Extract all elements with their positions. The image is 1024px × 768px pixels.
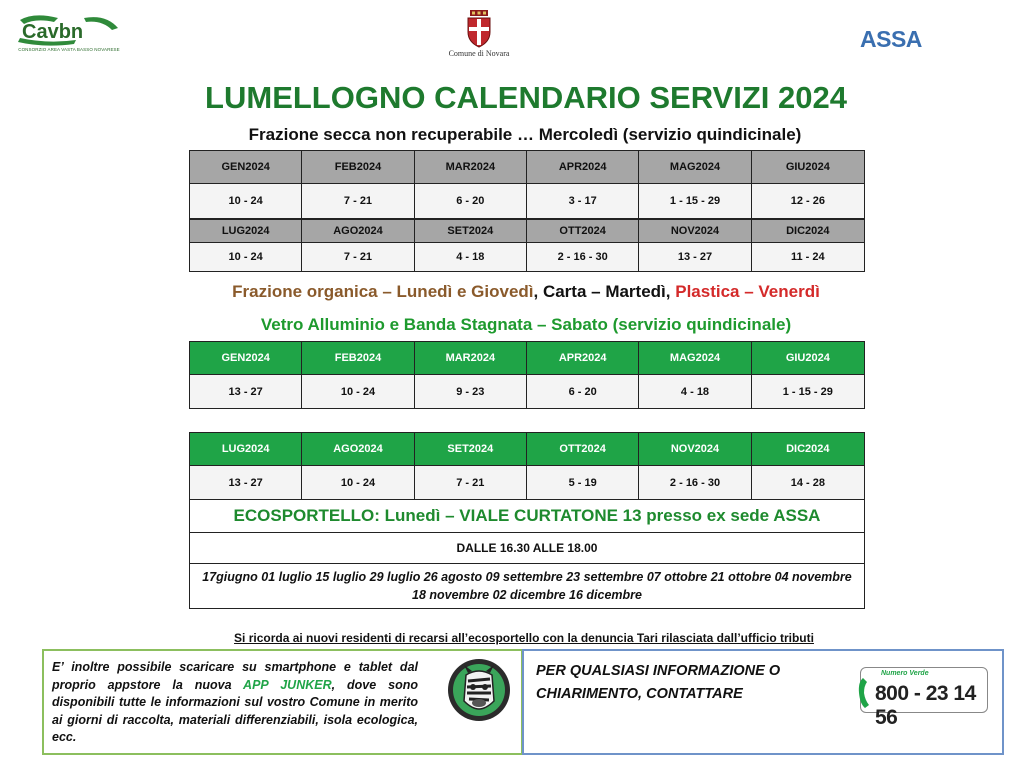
collection-days: 2 - 16 - 30 [527, 243, 639, 271]
month-header: LUG2024 [190, 433, 302, 466]
month-header: OTT2024 [527, 220, 639, 243]
secca-table-first-half [189, 150, 865, 219]
junker-zebra-icon [446, 657, 512, 723]
month-header: SET2024 [415, 220, 527, 243]
collection-days: 3 - 17 [527, 184, 639, 218]
collection-days: 10 - 24 [302, 375, 414, 408]
carta-schedule: Carta – Martedì [542, 282, 666, 301]
collection-days: 12 - 26 [752, 184, 864, 218]
month-header: GIU2024 [752, 342, 864, 375]
collection-days: 4 - 18 [639, 375, 751, 408]
month-header: AGO2024 [302, 220, 414, 243]
collection-days: 10 - 24 [190, 243, 302, 271]
novara-caption: Comune di Novara [448, 49, 510, 58]
collection-days: 10 - 24 [190, 184, 302, 218]
month-header: FEB2024 [302, 151, 414, 184]
app-junker-text [52, 659, 418, 747]
ecosportello-box [189, 500, 865, 609]
app-text-before: E’ inoltre possibile scaricare su smartphone e tablet dal proprio appstore la nuova [52, 660, 418, 692]
month-header: GEN2024 [190, 151, 302, 184]
collection-days: 7 - 21 [302, 243, 414, 271]
collection-days: 9 - 23 [415, 375, 527, 408]
cavbn-logo-mark [14, 14, 124, 46]
plastica-schedule: Plastica – Venerdì [675, 282, 820, 301]
collection-days: 4 - 18 [415, 243, 527, 271]
month-header: SET2024 [415, 433, 527, 466]
month-header: NOV2024 [639, 220, 751, 243]
separator: , [665, 282, 676, 301]
month-header: APR2024 [527, 342, 639, 375]
collection-days: 13 - 27 [190, 466, 302, 499]
app-text-after: , dove sono disponibili tutte le informazioni sul vostro Comune in merito ai giorni di raccolta, materiali differenziabili, isola ecologica, ecc. [52, 677, 419, 744]
collection-days: 11 - 24 [752, 243, 864, 271]
collection-days: 6 - 20 [415, 184, 527, 218]
month-header: DIC2024 [752, 220, 864, 243]
collection-days: 10 - 24 [302, 466, 414, 499]
month-header: APR2024 [527, 151, 639, 184]
separator: , [533, 282, 543, 301]
collection-days: 5 - 19 [527, 466, 639, 499]
page-title: LUMELLOGNO CALENDARIO SERVIZI 2024 [205, 80, 847, 115]
month-header: MAG2024 [639, 342, 751, 375]
novara-crest-icon [446, 8, 512, 60]
ecosportello-hours: DALLE 16.30 ALLE 18.00 [190, 533, 864, 564]
month-header: AGO2024 [302, 433, 414, 466]
info-contact-text: PER QUALSIASI INFORMAZIONE O CHIARIMENTO, CONTATTARE [536, 663, 781, 702]
collection-days: 6 - 20 [527, 375, 639, 408]
month-header: DIC2024 [752, 433, 864, 466]
collection-days: 14 - 28 [752, 466, 864, 499]
assa-logo: ASSA [860, 26, 922, 52]
vetro-subtitle: Vetro Alluminio e Banda Stagnata – Sabato (servizio quindicinale) [260, 315, 792, 334]
collection-days: 7 - 21 [302, 184, 414, 218]
numero-verde-label: Numero Verde [881, 670, 929, 677]
secca-subtitle: Frazione secca non recuperabile … Mercoledì (servizio quindicinale) [248, 125, 802, 144]
secca-table-second-half [189, 219, 865, 272]
month-header: MAG2024 [639, 151, 751, 184]
numero-verde-badge [860, 667, 988, 729]
app-junker-box [42, 649, 523, 755]
numero-verde-number: 800 - 23 14 56 [875, 682, 976, 729]
app-junker-name: APP JUNKER [243, 677, 332, 692]
month-header: NOV2024 [639, 433, 751, 466]
ecosportello-dates: 17giugno 01 luglio 15 luglio 29 luglio 26 agosto 09 settembre 23 settembre 07 ottobre 21 ottobre 04 novembre 18 novembre 02 dicembre 16 dicembre [202, 570, 852, 602]
organica-schedule: Frazione organica – Lunedì e Giovedì [232, 282, 534, 301]
month-header: GIU2024 [752, 151, 864, 184]
cavbn-logo-subtitle: CONSORZIO AREA VASTA BASSO NOVARESE [18, 47, 120, 52]
residents-reminder: Si ricorda ai nuovi residenti di recarsi all’ecosportello con la denuncia Tari rilasciata dall’ufficio tributi [234, 631, 814, 645]
month-header: GEN2024 [190, 342, 302, 375]
month-header: FEB2024 [302, 342, 414, 375]
info-contact-box [522, 649, 1004, 755]
collection-days: 13 - 27 [190, 375, 302, 408]
collection-days: 1 - 15 - 29 [752, 375, 864, 408]
collection-days: 1 - 15 - 29 [639, 184, 751, 218]
ecosportello-title: ECOSPORTELLO: Lunedì – VIALE CURTATONE 13 presso ex sede ASSA [190, 500, 864, 533]
month-header: MAR2024 [415, 151, 527, 184]
month-header: OTT2024 [527, 433, 639, 466]
month-header: MAR2024 [415, 342, 527, 375]
collection-days: 7 - 21 [415, 466, 527, 499]
collection-days: 2 - 16 - 30 [639, 466, 751, 499]
collection-days: 13 - 27 [639, 243, 751, 271]
vetro-table-second-half [189, 432, 865, 500]
cavbn-logo-text: Cavbn [22, 21, 84, 43]
frazioni-schedule-line [0, 282, 1024, 302]
cavbn-logo [14, 14, 124, 58]
novara-crest-shield [464, 10, 494, 48]
vetro-table-first-half [189, 341, 865, 409]
month-header: LUG2024 [190, 220, 302, 243]
